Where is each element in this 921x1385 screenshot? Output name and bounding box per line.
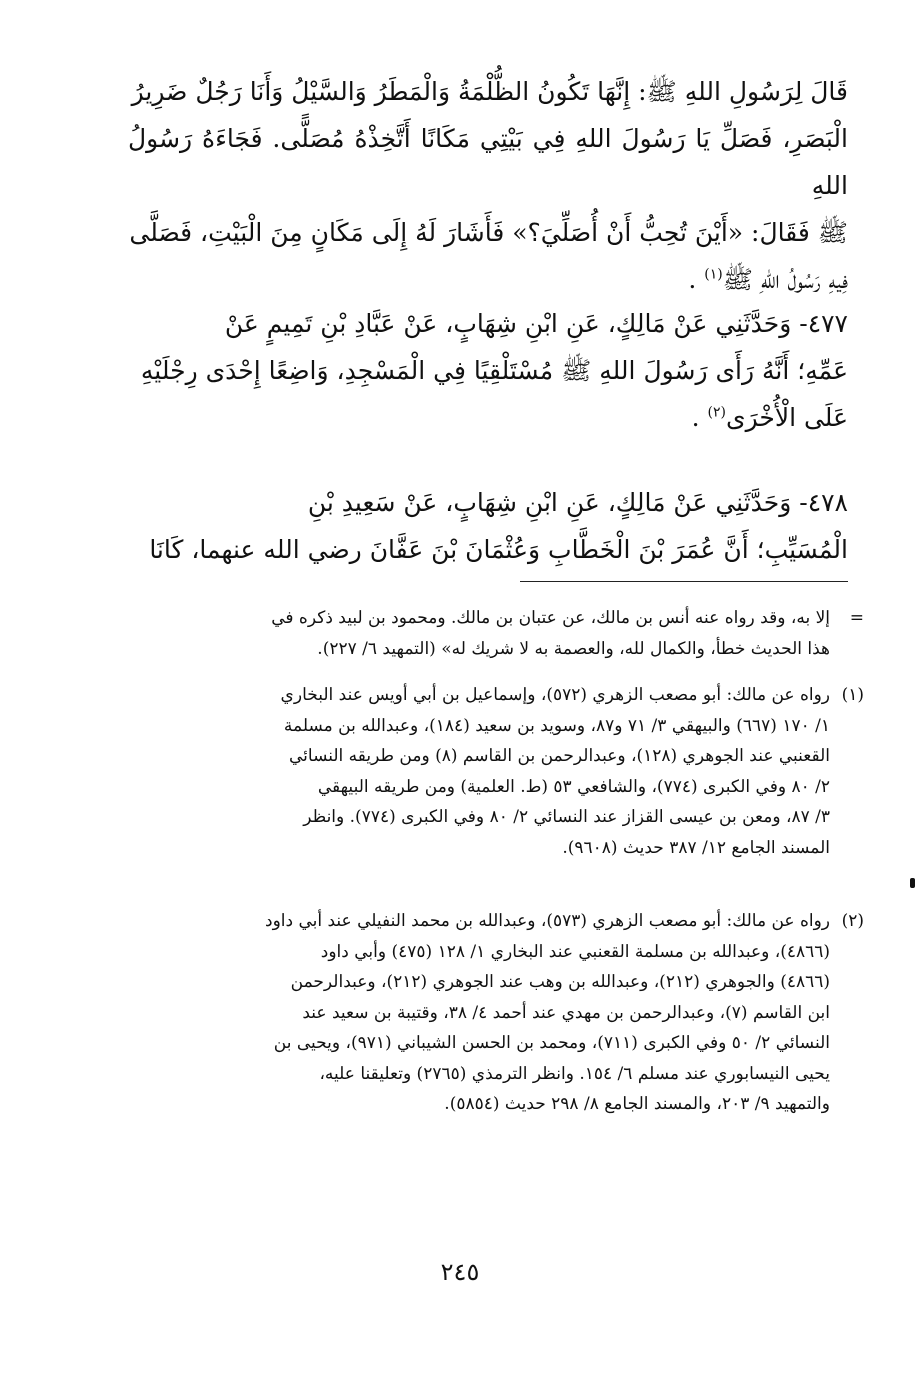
text-segment-end: . — [691, 403, 708, 432]
footnote-line: النسائي ٢/ ٥٠ وفي الكبرى (٧١١)، ومحمد بن الحسن الشيباني (٩٧١)، ويحيى بن — [273, 1033, 830, 1053]
footnote-line: يحيى النيسابوري عند مسلم ٦/ ١٥٤. وانظر الترمذي (٢٧٦٥) وتعليقنا عليه، — [319, 1063, 830, 1084]
footnote-line: ١/ ١٧٠ (٦٦٧) والبيهقي ٣/ ٧١ و٨٧، وسويد بن سعيد (١٨٤)، وعبدالله بن مسلمة — [283, 715, 830, 736]
footnote-ref-1: (١) — [704, 266, 723, 283]
footnote-line: رواه عن مالك: أبو مصعب الزهري (٥٧٢)، وإسماعيل بن أبي أويس عند البخاري — [280, 685, 830, 705]
footnote-line: ٣/ ٨٧، ومعن بن عيسى القزاز عند النسائي ٢/ ٨٠ وفي الكبرى (٧٧٤). وانظر — [303, 807, 830, 827]
footnote-marker: = — [849, 608, 864, 628]
footnote-continuation — [128, 603, 864, 664]
footnote-line: والتمهيد ٩/ ٢٠٣، والمسند الجامع ٨/ ٢٩٨ حديث (٥٨٥٤). — [444, 1094, 830, 1114]
footnote-line: إلا به، وقد رواه عنه أنس بن مالك، عن عتبان بن مالك. ومحمود بن لبيد ذكره في — [271, 608, 830, 628]
text-line: ٤٧٨- وَحَدَّثَنِي عَنْ مَالِكٍ، عَنِ ابْنِ شِهَابٍ، عَنْ سَعِيدِ بْنِ — [307, 488, 848, 517]
text-line: الْمُسَيِّبِ؛ أَنَّ عُمَرَ بْنَ الْخَطَّابِ وَعُثْمَانَ بْنَ عَفَّانَ رضي الله عنهما، كَانَا — [149, 535, 848, 564]
text-segment: عَلَى الْأُخْرَى — [726, 403, 848, 432]
footnote-line: ابن القاسم (٧)، وعبدالرحمن بن مهدي عند أحمد ٤/ ٣٨، وقتيبة بن سعيد عند — [302, 1002, 830, 1023]
footnote-line: القعنبي عند الجوهري (١٢٨)، وعبدالرحمن بن القاسم (٨) ومن طريقه النسائي — [288, 746, 830, 766]
footnote-line: المسند الجامع ١٢/ ٣٨٧ حديث (٩٦٠٨). — [562, 837, 830, 858]
text-line: عَمِّهِ؛ أَنَّهُ رَأَى رَسُولَ اللهِ ﷺ مُسْتَلْقِيًا فِي الْمَسْجِدِ، وَاضِعًا إِحْدَى رِجْلَيْهِ — [140, 356, 848, 385]
footnote-separator — [520, 581, 848, 582]
text-segment-end: . — [688, 265, 705, 294]
footnote-line: (٤٨٦٦)، وعبدالله بن مسلمة القعنبي عند البخاري ١/ ١٢٨ (٤٧٥) وأبي داود — [320, 941, 830, 962]
footnote-line: هذا الحديث خطأ، والكمال لله، والعصمة به لا شريك له» (التمهيد ٦/ ٢٢٧). — [317, 638, 830, 659]
hadith-477 — [128, 300, 848, 441]
text-line: الْبَصَرِ، فَصَلِّ يَا رَسُولَ اللهِ فِي بَيْتِي مَكَانًا أَتَّخِذْهُ مُصَلًّى. فَجَاءَهُ رَسُولُ اللهِ — [128, 124, 848, 200]
footnote-body — [128, 680, 830, 863]
footnote-line: (٤٨٦٦) والجوهري (٢١٢)، وعبدالله بن وهب عند الجوهري (٢١٢)، وعبدالرحمن — [290, 972, 830, 992]
footnote-body — [128, 906, 830, 1120]
footnote-2 — [128, 906, 864, 1120]
text-line — [128, 256, 848, 303]
main-paragraph-continuation — [128, 68, 848, 303]
text-segment: فِيهِ رَسُولُ اللهِ ﷺ — [722, 265, 848, 294]
footnote-ref-2: (٢) — [707, 404, 726, 421]
footnote-marker: (١) — [841, 685, 864, 705]
footnote-1 — [128, 680, 864, 863]
footnote-line: رواه عن مالك: أبو مصعب الزهري (٥٧٣)، وعبدالله بن محمد النفيلي عند أبي داود — [265, 911, 830, 931]
text-line — [128, 394, 848, 441]
text-line: ﷺ فَقَالَ: «أَيْنَ تُحِبُّ أَنْ أُصَلِّيَ؟» فَأَشَارَ لَهُ إِلَى مَكَانٍ مِنَ الْبَيْتِ، فَصَلَّى — [129, 218, 848, 247]
text-line: ٤٧٧- وَحَدَّثَنِي عَنْ مَالِكٍ، عَنِ ابْنِ شِهَابٍ، عَنْ عَبَّادِ بْنِ تَمِيمٍ عَنْ — [224, 309, 848, 338]
text-line: قَالَ لِرَسُولِ اللهِ ﷺ: إِنَّهَا تَكُونُ الظُّلْمَةُ وَالْمَطَرُ وَالسَّيْلُ وَأَنَا رَجُلٌ ضَرِيرُ — [131, 77, 848, 106]
page-number: ٢٤٥ — [440, 1258, 480, 1286]
scan-artifact-dot — [910, 878, 915, 888]
footnote-body — [128, 603, 830, 664]
footnote-line: ٢/ ٨٠ وفي الكبرى (٧٧٤)، والشافعي ٥٣ (ط. العلمية) ومن طريقه البيهقي — [317, 776, 830, 797]
hadith-478 — [128, 479, 848, 573]
footnote-marker: (٢) — [841, 911, 864, 931]
